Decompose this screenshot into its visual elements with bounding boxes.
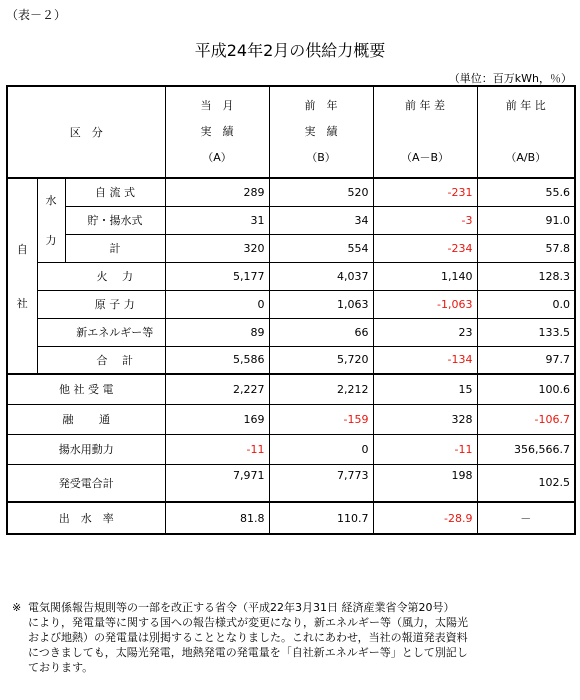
value-diff: 198 [373,464,477,502]
value-ratio: 55.6 [477,178,575,206]
value-b: 0 [269,434,373,464]
value-diff: -3 [373,206,477,234]
diff-header: 前 年 差 （A－B） [373,86,477,178]
footnote-line: および地熱）の発電量は別掲することとなりました。これにあわせ，当社の報道発表資料 [28,631,468,644]
value-b: 4,037 [269,262,373,290]
value-b: 5,720 [269,346,373,374]
value-b: 110.7 [269,502,373,534]
row-label: 出 水 率 [7,502,165,534]
value-b: 520 [269,178,373,206]
value-diff: -231 [373,178,477,206]
value-ratio: － [477,502,575,534]
value-diff: -11 [373,434,477,464]
ratio-header: 前 年 比 （A/B） [477,86,575,178]
header-row [7,86,575,178]
value-diff: 15 [373,374,477,404]
table-row [7,502,575,534]
current-month-header: 当 月 実 績 （A） [165,86,269,178]
value-diff: 23 [373,318,477,346]
prev-year-header: 前 年 実 績 （B） [269,86,373,178]
value-b: -159 [269,404,373,434]
value-diff: -134 [373,346,477,374]
supply-table [6,85,576,535]
value-b: 7,773 [269,464,373,502]
value-diff: 1,140 [373,262,477,290]
table-row [7,234,575,262]
value-ratio: 97.7 [477,346,575,374]
table-row [7,262,575,290]
row-label: 火 力 [65,262,165,290]
unit-label: （単位：百万kWh，％） [448,72,572,85]
row-label: 新エネルギー等 [65,318,165,346]
row-label: 計 [65,234,165,262]
table-row [7,434,575,464]
value-a: -11 [165,434,269,464]
row-label: 融 通 [7,404,165,434]
row-label: 合 計 [65,346,165,374]
table-row [7,178,575,206]
value-b: 34 [269,206,373,234]
value-diff: -234 [373,234,477,262]
value-ratio: -106.7 [477,404,575,434]
value-diff: 328 [373,404,477,434]
table-row [7,206,575,234]
value-a: 31 [165,206,269,234]
table-row [7,374,575,404]
value-a: 320 [165,234,269,262]
value-b: 2,212 [269,374,373,404]
row-label: 貯・揚水式 [65,206,165,234]
value-b: 66 [269,318,373,346]
value-a: 169 [165,404,269,434]
value-a: 0 [165,290,269,318]
footnote-line: 電気関係報告規則等の一部を改正する省令（平成22年3月31日 経済産業省令第20号） [28,601,455,614]
value-a: 2,227 [165,374,269,404]
table-row [7,464,575,502]
row-label: 原 子 力 [65,290,165,318]
note-mark: ※ [12,601,22,614]
value-diff: -1,063 [373,290,477,318]
row-label: 自 流 式 [65,178,165,206]
footnote [12,600,568,675]
footnote-line: ております。 [28,661,94,674]
value-ratio: 133.5 [477,318,575,346]
value-a: 81.8 [165,502,269,534]
table-row [7,318,575,346]
table-row [7,290,575,318]
value-a: 7,971 [165,464,269,502]
value-a: 89 [165,318,269,346]
page-title: 平成24年2月の供給力概要 [194,41,386,60]
self-group-label: 自 社 [7,178,37,374]
table-tag: （表－２） [6,8,67,22]
row-label: 他 社 受 電 [7,374,165,404]
footnote-line: により，発電量等に関する国への報告様式が変更になり，新エネルギー等（風力，太陽光 [28,616,468,629]
table-row [7,346,575,374]
value-a: 5,586 [165,346,269,374]
row-label: 発受電合計 [7,464,165,502]
value-ratio: 128.3 [477,262,575,290]
value-b: 554 [269,234,373,262]
value-ratio: 100.6 [477,374,575,404]
value-ratio: 0.0 [477,290,575,318]
hydro-group-label: 水 力 [37,178,65,262]
value-b: 1,063 [269,290,373,318]
value-ratio: 91.0 [477,206,575,234]
value-a: 289 [165,178,269,206]
value-ratio: 356,566.7 [477,434,575,464]
value-ratio: 102.5 [477,464,575,502]
value-ratio: 57.8 [477,234,575,262]
footnote-line: につきましても，太陽光発電，地熱発電の発電量を「自社新エネルギー等」として別記し [28,646,468,659]
table-row [7,404,575,434]
row-label: 揚水用動力 [7,434,165,464]
category-header: 区 分 [7,86,165,178]
value-a: 5,177 [165,262,269,290]
value-diff: -28.9 [373,502,477,534]
